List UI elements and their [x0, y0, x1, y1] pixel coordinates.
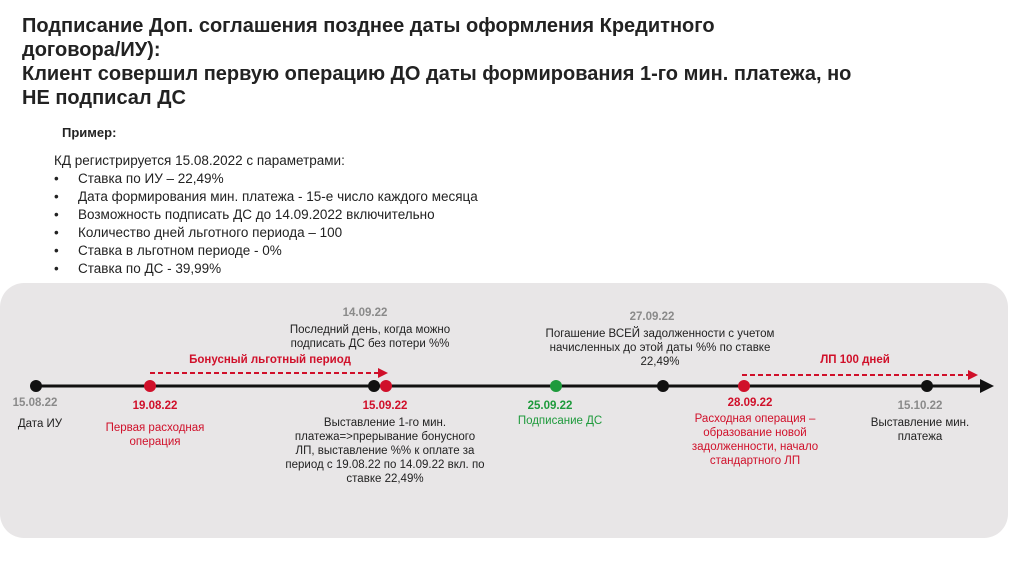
lp100-label: ЛП 100 дней	[820, 354, 890, 366]
event-27-09-line: 22,49%	[640, 356, 680, 368]
event-19-08-line: операция	[129, 436, 181, 448]
event-15-09-line: Выставление 1-го мин.	[323, 417, 447, 429]
event-15-10-line: платежа	[897, 431, 943, 443]
event-15-10-line: Выставление мин.	[870, 417, 970, 429]
date-28-09: 28.09.22	[727, 397, 773, 409]
marker-27-09	[657, 380, 669, 392]
marker-15-10	[921, 380, 933, 392]
parameters-list	[54, 170, 478, 278]
title-line-2: договора/ИУ):	[22, 39, 161, 61]
event-15-08-text: Дата ИУ	[17, 418, 63, 430]
lp100-arrow-icon	[968, 370, 978, 380]
event-28-09-line: образование новой	[703, 427, 807, 439]
event-27-09-text	[520, 327, 800, 369]
event-15-09-line: ставке 22,49%	[346, 473, 424, 485]
event-14-09-line: подписать ДС без потери %%	[290, 338, 450, 350]
event-15-10-text	[860, 416, 980, 444]
event-25-09-text: Подписание ДС	[517, 415, 603, 427]
parameters-block	[54, 152, 478, 278]
date-15-10: 15.10.22	[897, 400, 943, 412]
marker-15-08	[30, 380, 42, 392]
param-item: • Количество дней льготного периода – 100	[54, 224, 478, 242]
intro-text: КД регистрируется 15.08.2022 с параметрами:	[54, 153, 345, 168]
title-line-4: НЕ подписал ДС	[22, 87, 186, 109]
event-15-09-line: период с 19.08.22 по 14.09.22 вкл. по	[285, 459, 485, 471]
marker-19-08	[144, 380, 156, 392]
timeline-panel	[0, 283, 1008, 538]
event-28-09-line: задолженности, начало	[691, 441, 819, 453]
marker-15-09	[380, 380, 392, 392]
date-27-09: 27.09.22	[629, 311, 675, 323]
event-15-09-line: ЛП, выставление %% к оплате за	[295, 445, 475, 457]
event-28-09-line: Расходная операция –	[694, 413, 816, 425]
event-28-09-line: стандартного ЛП	[709, 455, 801, 467]
param-item: • Ставка по ИУ – 22,49%	[54, 170, 478, 188]
event-19-08-text	[95, 421, 215, 449]
date-19-08: 19.08.22	[132, 400, 178, 412]
page-title	[22, 14, 1012, 110]
event-15-09-line: платежа=>прерывание бонусного	[294, 431, 476, 443]
param-item: • Ставка в льготном периоде - 0%	[54, 242, 478, 260]
bonus-period-label: Бонусный льготный период	[189, 354, 351, 366]
date-15-09: 15.09.22	[362, 400, 408, 412]
event-27-09-line: Погашение ВСЕЙ задолженности с учетом	[545, 328, 775, 340]
date-25-09: 25.09.22	[527, 400, 573, 412]
marker-25-09	[550, 380, 562, 392]
param-item: • Ставка по ДС - 39,99%	[54, 260, 478, 278]
event-14-09-text	[270, 323, 470, 351]
event-28-09-text	[670, 412, 840, 468]
title-line-3: Клиент совершил первую операцию ДО даты формирования 1-го мин. платежа, но	[22, 63, 852, 85]
date-15-08: 15.08.22	[12, 397, 58, 409]
param-item: • Возможность подписать ДС до 14.09.2022 включительно	[54, 206, 478, 224]
param-item: • Дата формирования мин. платежа - 15-е число каждого месяца	[54, 188, 478, 206]
timeline-arrow-icon	[980, 379, 994, 393]
event-14-09-line: Последний день, когда можно	[289, 324, 451, 336]
event-15-09-text	[275, 416, 495, 486]
example-label: Пример:	[62, 125, 117, 140]
date-14-09: 14.09.22	[342, 307, 388, 319]
marker-28-09	[738, 380, 750, 392]
title-line-1: Подписание Доп. соглашения позднее даты оформления Кредитного	[22, 15, 715, 37]
event-19-08-line: Первая расходная	[105, 422, 205, 434]
bonus-period-arrow-icon	[378, 368, 388, 378]
event-27-09-line: начисленных до этой даты %% по ставке	[549, 342, 771, 354]
marker-14-09	[368, 380, 380, 392]
